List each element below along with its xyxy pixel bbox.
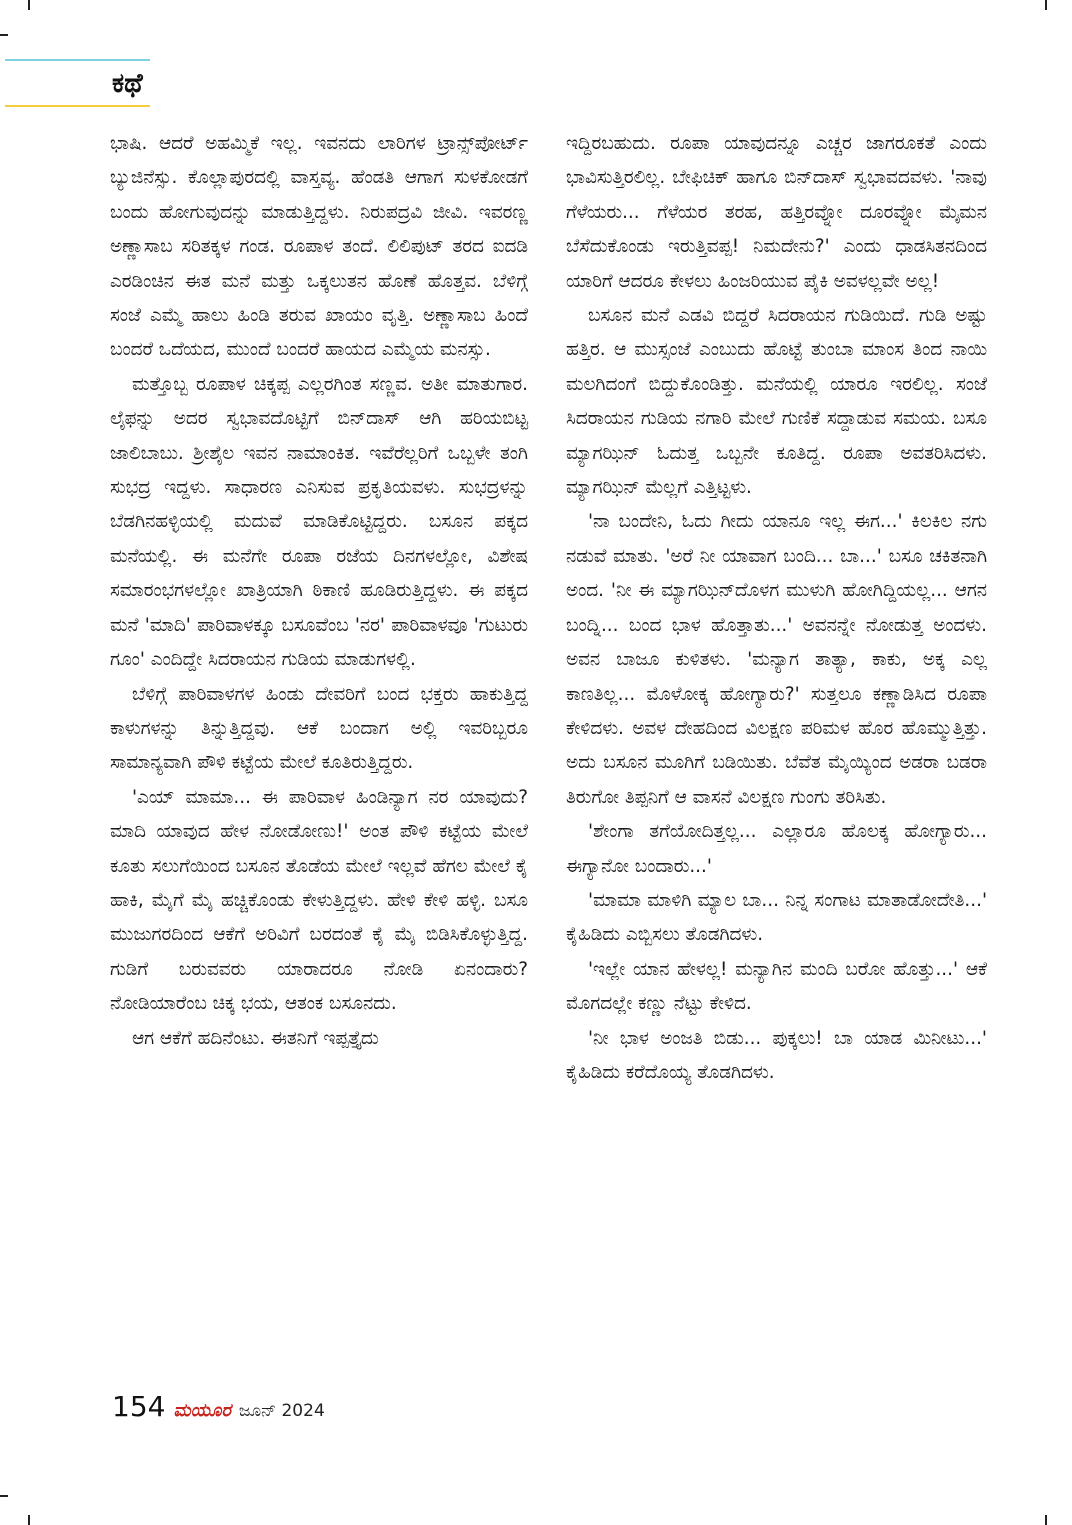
crop-mark (0, 1495, 8, 1497)
page-footer (112, 1390, 325, 1430)
paragraph: ಬೆಳಿಗ್ಗೆ ಪಾರಿವಾಳಗಳ ಹಿಂಡು ದೇವರಿಗೆ ಬಂದ ಭಕ್ತರು ಹಾಕುತ್ತಿದ್ದ ಕಾಳುಗಳನ್ನು ತಿನ್ನುತ್ತಿದ್ದವು. ಆಕೆ ಬಂದಾಗ ಅಲ್ಲಿ ಇವರಿಬ್ಬರೂ ಸಾಮಾನ್ಯವಾಗಿ ಪೌಳಿ ಕಟ್ಟೆಯ ಮೇಲೆ ಕೂತಿರುತ್ತಿದ್ದರು. (110, 683, 528, 774)
crop-mark (0, 34, 8, 36)
page-number: 154 (112, 1390, 166, 1423)
left-column (110, 127, 528, 1056)
paragraph: ಮತ್ತೊಬ್ಬ ರೂಪಾಳ ಚಿಕ್ಕಪ್ಪ ಎಲ್ಲರಗಿಂತ ಸಣ್ಣವ. ಅತೀ ಮಾತುಗಾರ. ಲೈಫನ್ನು ಅದರ ಸ್ವಭಾವದೊಟ್ಟಿಗೆ ಬಿನ್‌ದಾಸ್ ಆಗಿ ಹರಿಯಬಿಟ್ಟ ಜಾಲಿಬಾಬು. ಶ್ರೀಶೈಲ ಇವನ ನಾಮಾಂಕಿತ. ಇವೆರೆಲ್ಲರಿಗೆ ಒಬ್ಬಳೇ ತಂಗಿ ಸುಭದ್ರ ಇದ್ದಳು. ಸಾಧಾರಣ ಎನಿಸುವ ಪ್ರಕೃತಿಯವಳು. ಸುಭದ್ರಳನ್ನು ಬೆಡಗಿನಹಳ್ಳಿಯಲ್ಲಿ ಮದುವೆ ಮಾಡಿಕೊಟ್ಟಿದ್ದರು. ಬಸೂನ ಪಕ್ಕದ ಮನೆಯಲ್ಲಿ. ಈ ಮನೆಗೇ ರೂಪಾ ರಜೆಯ ದಿನಗಳಲ್ಲೋ, ವಿಶೇಷ ಸಮಾರಂಭಗಳಲ್ಲೋ ಖಾತ್ರಿಯಾಗಿ ಠಿಕಾಣಿ ಹೂಡಿರುತ್ತಿದ್ದಳು. ಈ ಪಕ್ಕದ ಮನೆ 'ಮಾದಿ' ಪಾರಿವಾಳಕ್ಕೂ ಬಸೂವೆಂಬ 'ನರ' ಪಾರಿವಾಳವೂ 'ಗುಟುರು ಗೂಂ' ಎಂದಿದ್ದೇ ಸಿದರಾಯನ ಗುಡಿಯ ಮಾಡುಗಳಲ್ಲಿ. (110, 373, 528, 671)
paragraph: ಇದ್ದಿರಬಹುದು. ರೂಪಾ ಯಾವುದನ್ನೂ ಎಚ್ಚರ ಜಾಗರೂಕತೆ ಎಂದು ಭಾವಿಸುತ್ತಿರಲಿಲ್ಲ. ಬೇಫಿಚಿಕ್ ಹಾಗೂ ಬಿನ್‌ದಾಸ್ ಸ್ವಭಾವದವಳು. 'ನಾವು ಗೆಳೆಯರು... ಗೆಳೆಯರ ತರಹ, ಹತ್ತಿರವ್ನೋ ದೂರವ್ನೋ ಮೈಮನ ಬೆಸೆದುಕೊಂಡು ಇರುತ್ತಿವಪ್ಪ! ನಿಮದೇನು?' ಎಂದು ಧಾಡಸಿತನದಿಂದ ಯಾರಿಗೆ ಆದರೂ ಕೇಳಲು ಹಿಂಜರಿಯುವ ಪೈಕಿ ಅವಳಲ್ಲವೇ ಅಲ್ಲ! (566, 133, 987, 292)
paragraph: 'ಎಯ್ ಮಾಮಾ... ಈ ಪಾರಿವಾಳ ಹಿಂಡಿನ್ಯಾಗ ನರ ಯಾವುದು? ಮಾದಿ ಯಾವುದ ಹೇಳ ನೋಡೋಣು!' ಅಂತ ಪೌಳಿ ಕಟ್ಟೆಯ ಮೇಲೆ ಕೂತು ಸಲುಗೆಯಿಂದ ಬಸೂನ ತೊಡೆಯ ಮೇಲೆ ಇಲ್ಲವೆ ಹೆಗಲ ಮೇಲೆ ಕೈ ಹಾಕಿ, ಮೈಗೆ ಮೈ ಹಚ್ಚಿಕೊಂಡು ಕೇಳುತ್ತಿದ್ದಳು. ಹೇಳಿ ಕೇಳಿ ಹಳ್ಳಿ. ಬಸೂ ಮುಜುಗರದಿಂದ ಆಕೆಗೆ ಅರಿವಿಗೆ ಬರದಂತೆ ಕೈ ಮೈ ಬಿಡಿಸಿಕೊಳ್ಳುತ್ತಿದ್ದ. ಗುಡಿಗೆ ಬರುವವರು ಯಾರಾದರೂ ನೋಡಿ ಏನಂದಾರು? ನೋಡಿಯಾರೆಂಬ ಚಿಕ್ಕ ಭಯ, ಆತಂಕ ಬಸೂನದು. (110, 786, 528, 1015)
crop-mark (1045, 1515, 1047, 1525)
paragraph: 'ಶೇಂಗಾ ತಗೆಯೋದಿತ್ತಲ್ಲ... ಎಲ್ಲಾರೂ ಹೊಲಕ್ಕ ಹೋಗ್ಯಾರು... ಈಗ್ಯಾನೋ ಬಂದಾರು...' (566, 821, 987, 877)
crop-mark (28, 1515, 30, 1525)
paragraph: ಬಸೂನ ಮನೆ ಎಡವಿ ಬಿದ್ದರೆ ಸಿದರಾಯನ ಗುಡಿಯಿದೆ. ಗುಡಿ ಅಷ್ಟು ಹತ್ತಿರ. ಆ ಮುಸ್ಸಂಜೆ ಎಂಬುದು ಹೊಟ್ಟೆ ತುಂಬಾ ಮಾಂಸ ತಿಂದ ನಾಯಿ ಮಲಗಿದಂಗೆ ಬಿದ್ದುಕೊಂಡಿತ್ತು. ಮನೆಯಲ್ಲಿ ಯಾರೂ ಇರಲಿಲ್ಲ. ಸಂಜೆ ಸಿದರಾಯನ ಗುಡಿಯ ನಗಾರಿ ಮೇಲೆ ಗುಣಿಕೆ ಸದ್ದಾಡುವ ಸಮಯ. ಬಸೂ ಮ್ಯಾಗಝಿನ್ ಓದುತ್ತ ಒಬ್ಬನೇ ಕೂತಿದ್ದ. ರೂಪಾ ಅವತರಿಸಿದಳು. ಮ್ಯಾಗಝಿನ್ ಮೆಲ್ಲಗೆ ಎತ್ತಿಟ್ಟಳು. (566, 305, 987, 499)
crop-mark (28, 0, 30, 10)
paragraph: 'ನಾ ಬಂದೇನಿ, ಓದು ಗೀದು ಯಾನೂ ಇಲ್ಲ ಈಗ...' ಕಿಲಕಿಲ ನಗು ನಡುವೆ ಮಾತು. 'ಅರೆ ನೀ ಯಾವಾಗ ಬಂದಿ... ಬಾ...' ಬಸೂ ಚಕಿತನಾಗಿ ಅಂದ. 'ನೀ ಈ ಮ್ಯಾಗಝಿನ್‌ದೊಳಗ ಮುಳುಗಿ ಹೋಗಿದ್ದಿಯಲ್ಲ... ಆಗನ ಬಂದ್ನಿ... ಬಂದ ಭಾಳ ಹೊತ್ತಾತು...' ಅವನನ್ನೇ ನೋಡುತ್ತ ಅಂದಳು. ಅವನ ಬಾಜೂ ಕುಳಿತಳು. 'ಮನ್ಯಾಗ ತಾತ್ಯಾ, ಕಾಕು, ಅಕ್ಕ ಎಲ್ಲ ಕಾಣತಿಲ್ಲ... ಮೊಳೋಕ್ಕ ಹೋಗ್ಯಾರು?' ಸುತ್ತಲೂ ಕಣ್ಣಾಡಿಸಿದ ರೂಪಾ ಕೇಳಿದಳು. ಅವಳ ದೇಹದಿಂದ ವಿಲಕ್ಷಣ ಪರಿಮಳ ಹೊರ ಹೊಮ್ಮುತ್ತಿತ್ತು. ಅದು ಬಸೂನ ಮೂಗಿಗೆ ಬಡಿಯಿತು. ಬೆವೆತ ಮೈಯ್ಯಿಂದ ಅಡರಾ ಬಡರಾ ತಿರುಗೋ ತಿಪ್ಪನಿಗೆ ಆ ವಾಸನೆ ವಿಲಕ್ಷಣ ಗುಂಗು ತರಿಸಿತು. (566, 511, 987, 808)
paragraph: 'ನೀ ಭಾಳ ಅಂಜತಿ ಬಿಡು... ಪುಕ್ಕಲು! ಬಾ ಯಾಡ ಮಿನೀಟು...' ಕೈಹಿಡಿದು ಕರೆದೊಯ್ಯ ತೊಡಗಿದಳು. (566, 1027, 987, 1083)
issue-date: ಜೂನ್ 2024 (238, 1401, 325, 1421)
right-column (566, 127, 987, 1090)
crop-mark (1045, 0, 1047, 10)
paragraph: ಆಗ ಆಕೆಗೆ ಹದಿನೆಂಟು. ಈತನಿಗೆ ಇಪ್ಪತ್ತೈದು (132, 1027, 379, 1049)
header-rule-top (5, 59, 150, 61)
header-rule-bottom (5, 105, 150, 107)
paragraph: 'ಇಲ್ಲೇ ಯಾನ ಹೇಳಲ್ಲ! ಮನ್ಯಾಗಿನ ಮಂದಿ ಬರೋ ಹೊತ್ತು...' ಆಕೆ ಮೊಗದಲ್ಲೇ ಕಣ್ಣು ನೆಟ್ಟು ಕೇಳಿದ. (566, 958, 987, 1015)
magazine-logo: ಮಯೂರ (173, 1400, 231, 1421)
paragraph: 'ಮಾಮಾ ಮಾಳಿಗಿ ಮ್ಯಾಲ ಬಾ... ನಿನ್ನ ಸಂಗಾಟ ಮಾತಾಡೋದೇತಿ...' ಕೈಹಿಡಿದು ಎಬ್ಬಿಸಲು ತೊಡಗಿದಳು. (566, 889, 987, 946)
paragraph: ಭಾಷಿ. ಆದರೆ ಅಹಮ್ಮಿಕೆ ಇಲ್ಲ. ಇವನದು ಲಾರಿಗಳ ಟ್ರಾನ್ಸ್‌ಪೋರ್ಟ್ ಬ್ಯುಜಿನೆಸ್ಸು. ಕೊಲ್ಲಾಪುರದಲ್ಲಿ ವಾಸ್ತವ್ಯ. ಹೆಂಡತಿ ಆಗಾಗ ಸುಳಕೋಡಗೆ ಬಂದು ಹೋಗುವುದನ್ನು ಮಾಡುತ್ತಿದ್ದಳು. ನಿರುಪದ್ರವಿ ಜೀವಿ. ಇವರಣ್ಣ ಅಣ್ಣಾಸಾಬ ಸರಿತಕ್ಕಳ ಗಂಡ. ರೂಪಾಳ ತಂದೆ. ಲಿಲಿಪುಟ್ ತರದ ಐದಡಿ ಎರಡಿಂಚಿನ ಈತ ಮನೆ ಮತ್ತು ಒಕ್ಕಲುತನ ಹೊಣೆ ಹೊತ್ತವ. ಬೆಳಿಗ್ಗೆ ಸಂಜೆ ಎಮ್ಮೆ ಹಾಲು ಹಿಂಡಿ ತರುವ ಖಾಯಂ ವೃತ್ತಿ. ಅಣ್ಣಾಸಾಬ ಹಿಂದೆ ಬಂದರೆ ಒದೆಯದ, ಮುಂದೆ ಬಂದರೆ ಹಾಯದ ಎಮ್ಮೆಯ ಮನಸ್ಸು. (110, 133, 528, 361)
section-title: ಕಥೆ (112, 68, 143, 99)
